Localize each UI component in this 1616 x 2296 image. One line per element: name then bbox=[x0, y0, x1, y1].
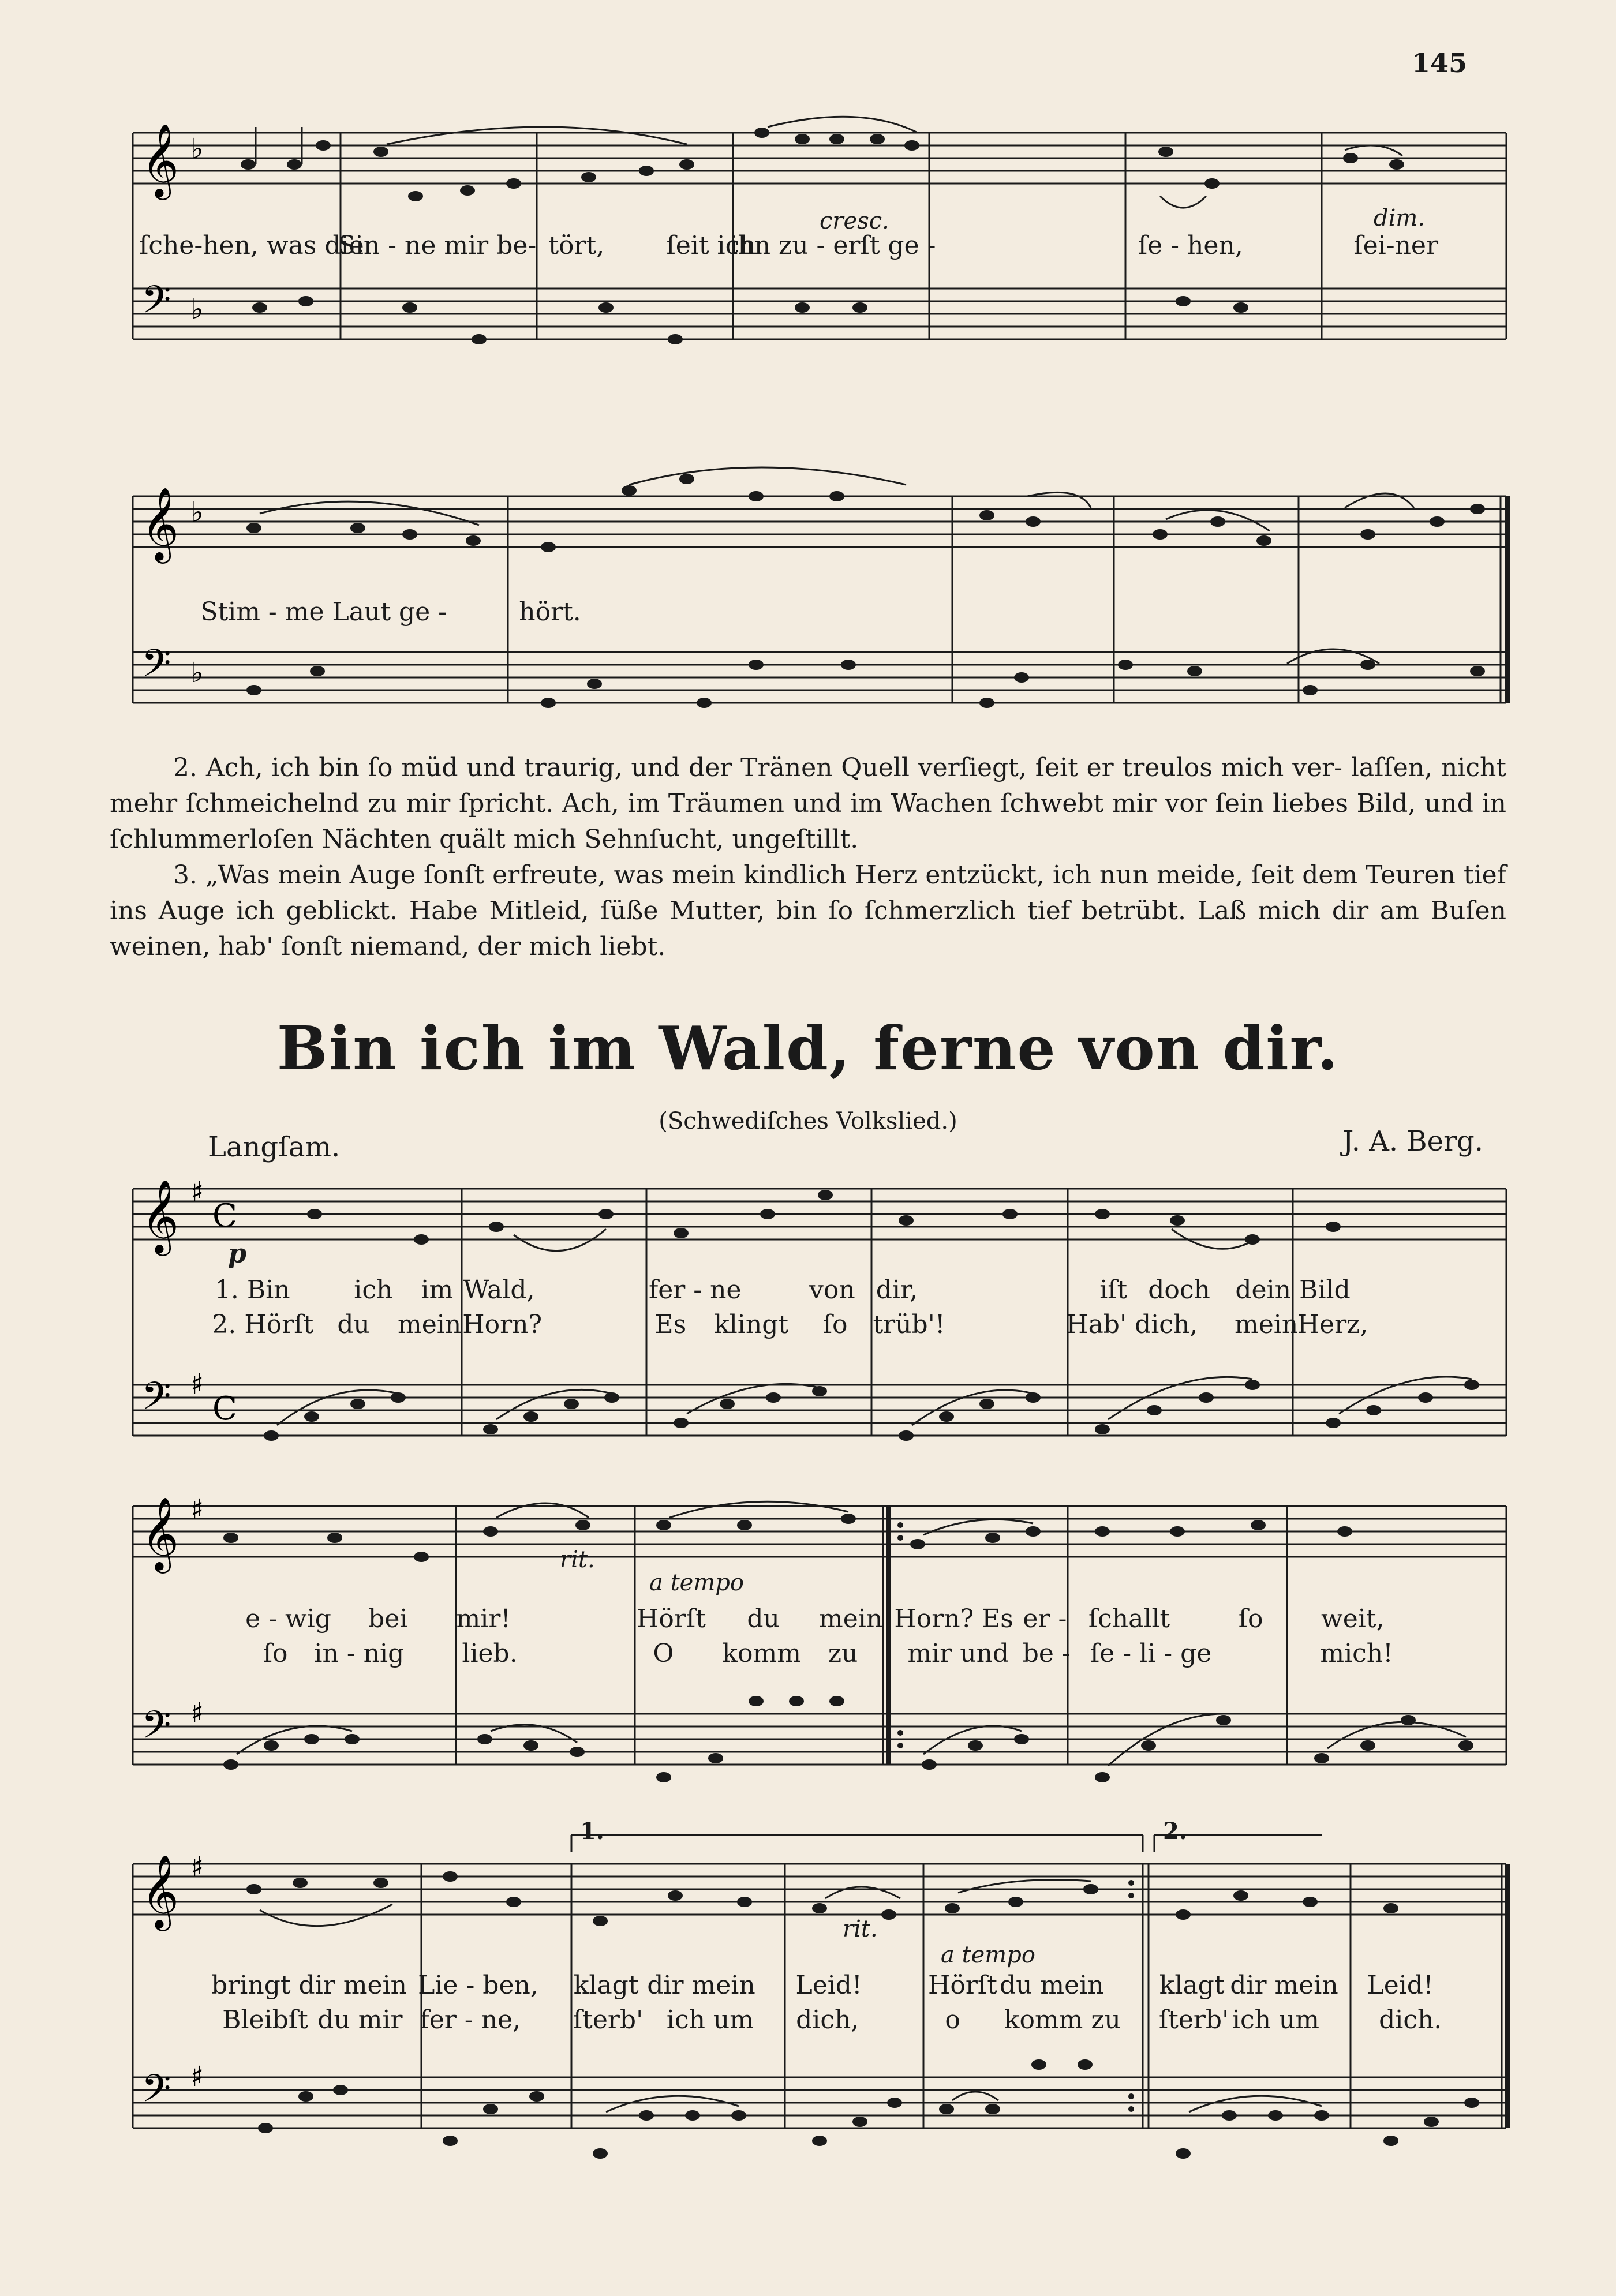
verse-3: 3. „Was mein Auge ſonſt erfreute, was mein kindlich Herz entzückt, ich nun meide, ſeit dem Teuren tief ins Auge ich geblickt. Habe Mitleid, ſüße Mutter, bin ſo ſchmerzlich tief betrübt. Laß mich dir am Buſen weinen, hab' ſonſt niemand, der mich liebt. bbox=[110, 860, 1506, 961]
svg-text:♭: ♭ bbox=[190, 496, 204, 529]
song-title: Bin ich im Wald, ferne von dir. bbox=[276, 1013, 1340, 1084]
lyric-syllable: Hörſt bbox=[637, 1604, 706, 1634]
page-number: 145 bbox=[1411, 47, 1467, 78]
lyric-syllable: bringt dir mein bbox=[211, 1971, 407, 2000]
svg-text:𝄢: 𝄢 bbox=[141, 1374, 171, 1428]
lyric-syllable: dich, bbox=[796, 2005, 859, 2035]
cresc-mark: cresc. bbox=[820, 208, 889, 234]
lyric-syllable: mein bbox=[397, 1310, 462, 1339]
lyric-syllable: Es bbox=[654, 1310, 687, 1339]
verse-text bbox=[110, 750, 1506, 965]
lyric-syllable: mir und bbox=[907, 1639, 1009, 1668]
tempo-marking: Langſam. bbox=[208, 1131, 341, 1163]
lyric-syllable: dir mein bbox=[647, 1971, 755, 2000]
lyric-syllable: in - nig bbox=[314, 1639, 405, 1668]
lyric-syllable: dir, bbox=[876, 1275, 918, 1305]
lyric-syllable: du bbox=[747, 1604, 780, 1634]
svg-text:𝄢: 𝄢 bbox=[141, 2066, 171, 2120]
lyric-syllable: ſo bbox=[263, 1639, 288, 1668]
lyric-syllable: zu bbox=[828, 1639, 858, 1668]
svg-text:♯: ♯ bbox=[190, 1697, 204, 1729]
lyric-syllable: ſeit ich bbox=[666, 231, 756, 260]
lyric-syllable: o bbox=[945, 2005, 960, 2035]
lyric-syllable: mein bbox=[818, 1604, 883, 1634]
song-system-2 bbox=[110, 1483, 1506, 1806]
lyric-syllable: doch bbox=[1148, 1275, 1210, 1305]
dim-mark: dim. bbox=[1374, 205, 1426, 231]
lyric-syllable: bei bbox=[368, 1604, 408, 1634]
svg-text:𝄞: 𝄞 bbox=[141, 1496, 179, 1570]
svg-text:𝄢: 𝄢 bbox=[141, 641, 171, 695]
lyric-syllable: ich um bbox=[1232, 2005, 1319, 2035]
lyric-syllable: Sin - ne mir be- bbox=[338, 231, 537, 260]
lyric-syllable: ſchallt bbox=[1088, 1604, 1170, 1634]
lyric-syllable: 1. Bin bbox=[214, 1275, 290, 1305]
lyric-syllable: Bild bbox=[1299, 1275, 1351, 1305]
lyric-syllable: klingt bbox=[714, 1310, 789, 1339]
svg-text:𝄞: 𝄞 bbox=[141, 1179, 179, 1253]
svg-text:♭: ♭ bbox=[190, 133, 204, 165]
lyric-syllable: komm bbox=[722, 1639, 801, 1668]
lyric-syllable: Leid! bbox=[1367, 1971, 1434, 2000]
lyric-syllable: Lie - ben, bbox=[418, 1971, 538, 2000]
lyric-syllable: be - bbox=[1022, 1639, 1071, 1668]
lyric-syllable: Hab' dich, bbox=[1066, 1310, 1198, 1339]
song-system-1 bbox=[110, 1166, 1506, 1489]
svg-text:C: C bbox=[212, 1197, 237, 1235]
lyric-syllable: dir mein bbox=[1230, 1971, 1338, 2000]
lyric-syllable: tört, bbox=[548, 231, 605, 260]
lyric-syllable: du mir bbox=[317, 2005, 403, 2035]
lyric-syllable: er - bbox=[1023, 1604, 1067, 1634]
lyric-syllable: du bbox=[337, 1310, 370, 1339]
svg-text:♭: ♭ bbox=[190, 293, 204, 325]
lyric-syllable: ſterb' bbox=[573, 2005, 644, 2035]
lyric-syllable: ſterb' bbox=[1158, 2005, 1229, 2035]
verse-2: 2. Ach, ich bin ſo müd und traurig, und der Tränen Quell verſiegt, ſeit er treulos mich ver- laſſen, nicht mehr ſchmeichelnd zu mir ſpricht. Ach, im Träumen und im Wachen ſchwebt mir vor ſein liebes Bild, und in ſchlummerloſen Nächten quält mich Sehnſucht, ungeſtillt. bbox=[110, 753, 1506, 854]
lyric-syllable: von bbox=[809, 1275, 855, 1305]
dynamic-piano: p bbox=[228, 1238, 247, 1269]
lyric-syllable: klagt bbox=[1159, 1971, 1225, 2000]
lyric-syllable: ſo bbox=[1238, 1604, 1263, 1634]
a-tempo-mark: a tempo bbox=[941, 1942, 1035, 1968]
lyric-syllable: komm zu bbox=[1004, 2005, 1121, 2035]
lyric-syllable: Horn? bbox=[462, 1310, 543, 1339]
lyric-syllable: ſche-hen, was die bbox=[139, 231, 364, 260]
lyric-syllable: Herz, bbox=[1297, 1310, 1368, 1339]
lyric-syllable: ihn zu - erſt ge - bbox=[730, 231, 936, 260]
lyric-syllable: weit, bbox=[1321, 1604, 1385, 1634]
lyric-syllable: iſt bbox=[1099, 1275, 1128, 1305]
lyric-syllable: Leid! bbox=[795, 1971, 862, 2000]
lyric-syllable: Bleibſt bbox=[222, 2005, 308, 2035]
lyric-syllable: Wald, bbox=[463, 1275, 535, 1305]
lyric-syllable: e - wig bbox=[245, 1604, 331, 1634]
lyric-syllable: dein bbox=[1235, 1275, 1291, 1305]
score-system-b bbox=[110, 473, 1506, 744]
lyric-syllable: hört. bbox=[519, 597, 581, 627]
volta-first-ending: 1. bbox=[580, 1818, 604, 1845]
song-system-3 bbox=[110, 1818, 1506, 2187]
lyric-syllable: lieb. bbox=[462, 1639, 518, 1668]
song-subtitle: (Schwediſches Volkslied.) bbox=[659, 1108, 957, 1134]
svg-text:♭: ♭ bbox=[190, 657, 204, 689]
lyric-syllable: Hörſt bbox=[928, 1971, 997, 2000]
lyric-syllable: Horn? Es bbox=[894, 1604, 1013, 1634]
lyric-syllable: ſe - hen, bbox=[1138, 231, 1243, 260]
lyric-syllable: du mein bbox=[999, 1971, 1104, 2000]
svg-text:♯: ♯ bbox=[190, 1176, 204, 1208]
lyric-syllable: ich um bbox=[666, 2005, 754, 2035]
lyric-syllable: mich! bbox=[1320, 1639, 1393, 1668]
lyric-syllable: ſei-ner bbox=[1353, 231, 1439, 260]
lyric-syllable: Stim - me Laut ge - bbox=[200, 597, 447, 627]
lyric-syllable: mein bbox=[1234, 1310, 1299, 1339]
lyric-syllable: klagt bbox=[573, 1971, 639, 2000]
svg-text:♯: ♯ bbox=[190, 1368, 204, 1400]
lyric-syllable: ich bbox=[354, 1275, 393, 1305]
lyric-syllable: ſe - li - ge bbox=[1090, 1639, 1212, 1668]
score-system-a bbox=[110, 110, 1506, 381]
svg-text:♯: ♯ bbox=[190, 2061, 204, 2093]
lyric-syllable: dich. bbox=[1379, 2005, 1442, 2035]
rit-mark: rit. bbox=[560, 1546, 595, 1573]
composer-name: J. A. Berg. bbox=[1342, 1125, 1483, 1158]
svg-text:𝄢: 𝄢 bbox=[141, 1703, 171, 1756]
a-tempo-mark: a tempo bbox=[649, 1570, 744, 1596]
volta-second-ending: 2. bbox=[1163, 1818, 1187, 1845]
lyric-syllable: 2. Hörſt bbox=[212, 1310, 314, 1339]
lyric-syllable: O bbox=[653, 1639, 674, 1668]
lyric-syllable: trüb'! bbox=[873, 1310, 945, 1339]
svg-text:𝄢: 𝄢 bbox=[141, 278, 171, 331]
rit-mark: rit. bbox=[843, 1916, 878, 1942]
svg-text:C: C bbox=[212, 1390, 237, 1428]
lyric-syllable: mir! bbox=[456, 1604, 511, 1634]
svg-text:𝄞: 𝄞 bbox=[141, 486, 179, 560]
svg-text:♯: ♯ bbox=[190, 1493, 204, 1526]
svg-text:♯: ♯ bbox=[190, 1851, 204, 1883]
svg-text:𝄞: 𝄞 bbox=[141, 123, 179, 197]
svg-text:𝄞: 𝄞 bbox=[141, 1854, 179, 1928]
lyric-syllable: im bbox=[421, 1275, 454, 1305]
lyric-syllable: ſo bbox=[822, 1310, 848, 1339]
lyric-syllable: fer - ne, bbox=[420, 2005, 521, 2035]
lyric-syllable: fer - ne bbox=[648, 1275, 742, 1305]
